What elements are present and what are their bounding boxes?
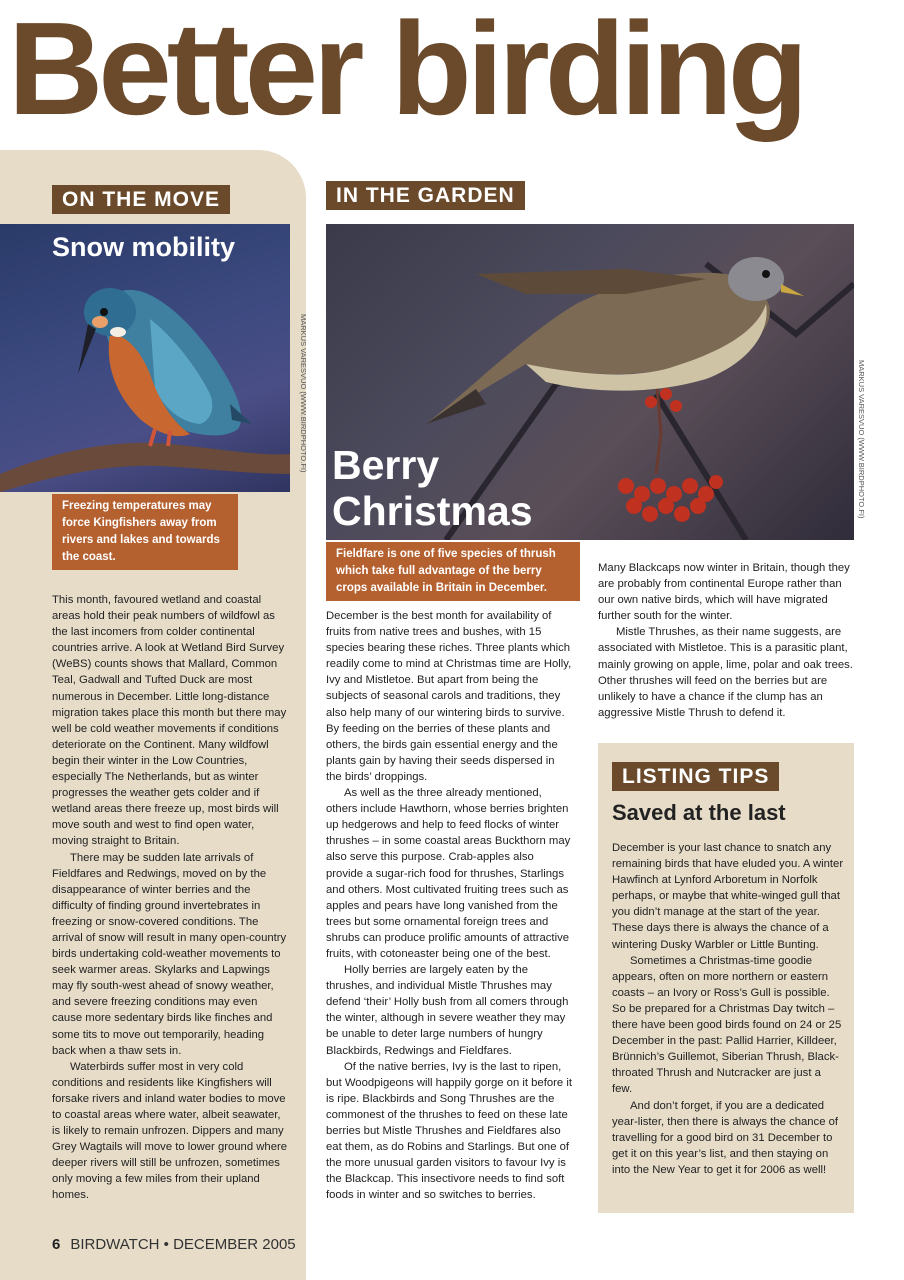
in-the-garden-body-col1 [326, 608, 572, 1203]
caption-fieldfare: Fieldfare is one of five species of thrush which take full advantage of the berry crops available in Britain in December. [326, 542, 580, 601]
photo-credit-kingfisher: MARKUS VARESVUO (WWW.BIRDPHOTO.FI) [299, 314, 308, 473]
paragraph: Mistle Thrushes, as their name suggests, are associated with Mistletoe. This is a parasitic plant, mainly growing on apple, lime, polar and oak trees. Other thrushes will feed on the berries but are unlikely to have a chance if the clump has an aggressive Mistle Thrush to defend it. [598, 626, 853, 719]
paragraph: Holly berries are largely eaten by the thrushes, and individual Mistle Thrushes may defend ‘their’ Holly bush from all comers through the winter, although in severe weather they may be unable to deter large numbers of hungry Blackbirds, Redwings and Fieldfares. [326, 964, 569, 1057]
caption-kingfisher: Freezing temperatures may force Kingfishers away from rivers and lakes and towards the coast. [52, 494, 238, 570]
title-line-2: Christmas [332, 488, 533, 534]
kingfisher-photo [0, 224, 290, 492]
paragraph: There may be sudden late arrivals of Fieldfares and Redwings, moved on by the disappearance of winter berries and the difficulty of finding ground invertebrates in freezing or snow-covered conditions. The arrival of snow will result in many open-country birds undertaking cold-weather movements to seek warmer areas. Skylarks and Lapwings may fly south-west ahead of snowy weather, and severe freezing conditions may even cause more sedentary birds like finches and some tits to move out temporarily, heading back when a thaw sets in. [52, 851, 287, 1057]
paragraph: December is the best month for availability of fruits from native trees and bushes, with 15 species bearing these riches. Three plants which readily come to mind at Christmas time are Holly, Ivy and Mistletoe. But apart from being the subjects of seasonal carols and traditions, they also help many of our wintering birds to survive. By feeding on the berries of these plants and others, the birds gain essential energy and the plants gain by having their seeds dispersed in the birds’ droppings. [326, 610, 572, 783]
on-the-move-body [52, 592, 290, 1204]
paragraph: Many Blackcaps now winter in Britain, though they are probably from continental Europe rather than our own native birds, which will have migrated further south for the winter. [598, 562, 850, 623]
title-line-1: Berry [332, 442, 440, 488]
paragraph: This month, favoured wetland and coastal areas hold their peak numbers of wildfowl as the last incomers from colder continental countries arrive. A look at Wetland Bird Survey (WeBS) counts shows that Mallard, Common Teal, Gadwall and Tufted Duck are most numerous in December. Little long-distance migration takes place this month but there may well be cold weather movements if conditions deteriorate on the Continent. Many wildfowl begin their winter in the Low Countries, especially The Netherlands, but as winter progresses the weather gets colder and if wetland areas there freeze up, most birds will move south and west to find open water, moving straight to Britain. [52, 594, 287, 848]
masthead-title: Better birding [8, 0, 804, 142]
in-the-garden-body-col2 [598, 560, 854, 721]
paragraph: Waterbirds suffer most in very cold conditions and residents like Kingfishers will forsake rivers and inland water bodies to move to coastal areas where water, albeit seawater, is likely to remain unfrozen. Dippers and many Grey Wagtails will move to lower ground where deeper rivers will still be unfrozen, sometimes only moving a few miles from their upland homes. [52, 1060, 288, 1202]
kingfisher-illustration [0, 224, 290, 492]
page-footer [52, 1236, 296, 1253]
section-label-listing-tips: LISTING TIPS [612, 762, 779, 791]
section-label-in-the-garden: IN THE GARDEN [326, 181, 525, 210]
article-title-snow-mobility: Snow mobility [52, 232, 236, 262]
paragraph: Of the native berries, Ivy is the last to ripen, but Woodpigeons will happily gorge on it before it is ripe. Blackbirds and Song Thrushes are the commonest of the thrushes to feed on these late berries but Mistle Thrushes and Fieldfares also eat them, as do Robins and Starlings. But one of the more unusual garden visitors to favour Ivy is the Blackcap. This insectivore needs to find soft foods in winter and so switches to berries. [326, 1060, 572, 1202]
section-label-on-the-move: ON THE MOVE [52, 185, 230, 214]
article-title-berry-christmas [332, 442, 533, 534]
page-number: 6 [52, 1236, 61, 1253]
paragraph: And don’t forget, if you are a dedicated year-lister, then there is always the chance of travelling for a good bird on 31 December to get it on this year’s list, and then staying on into the New Year to get it for 2006 as well! [612, 1099, 839, 1176]
paragraph: Sometimes a Christmas-time goodie appears, often on more northern or eastern coasts – an Ivory or Ross’s Gull is possible. So be prepared for a Christmas Day twitch – there have been good birds found on 24 or 25 December in the past: Pallid Harrier, Killdeer, Brünnich’s Guillemot, Siberian Thrush, Black-throated Thrush and Nutcracker are just a few. [612, 954, 842, 1096]
publication-info: BIRDWATCH • DECEMBER 2005 [70, 1236, 296, 1253]
article-title-saved-at-the-last: Saved at the last [612, 800, 786, 825]
listing-tips-body [612, 840, 844, 1178]
paragraph: December is your last chance to snatch any remaining birds that have eluded you. A winter Hawfinch at Lynford Arboretum in Norfolk perhaps, or maybe that white-winged gull that you didn’t manage at the start of the year. These days there is always the chance of a wintering Dusky Warbler or Little Bunting. [612, 842, 844, 951]
fieldfare-photo [326, 224, 854, 540]
photo-credit-fieldfare: MARKUS VARESVUO (WWW.BIRDPHOTO.FI) [857, 360, 866, 519]
paragraph: As well as the three already mentioned, others include Hawthorn, whose berries brighten up hedgerows and help to feed flocks of winter thrushes – in some coastal areas Buckthorn may also serve this purpose. Crab-apples also provide a sugar-rich food for thrushes, Starlings and others. Most cultivated fruiting trees such as apples and pears have long vanished from the trees but some ornamental foreign trees and shrubs can produce prolific amounts of attractive fruits, with cotoneaster being one of the best. [326, 787, 571, 960]
